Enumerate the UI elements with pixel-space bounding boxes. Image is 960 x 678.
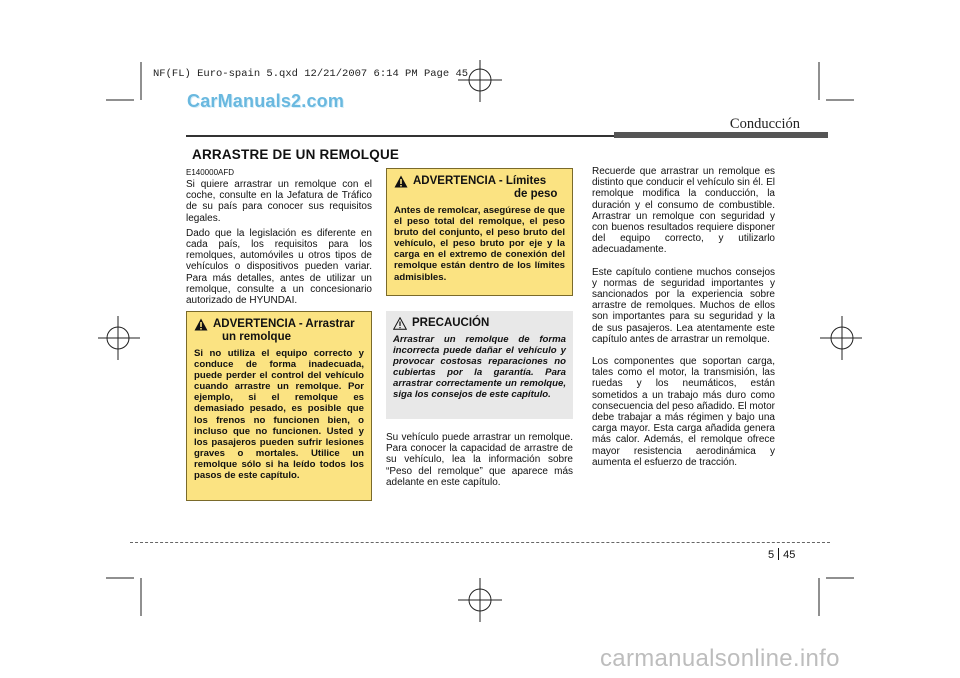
paragraph: Su vehículo puede arrastrar un remolque. Para conocer la capacidad de arrastre de su vehículo, lea la información sobre “Peso del remolque” que aparece más adelante en este capítulo.: [386, 432, 573, 488]
warning-tow-box: [186, 311, 372, 501]
warning-title-line: un remolque: [222, 331, 292, 343]
footer-divider: [130, 542, 830, 543]
caution-body: Arrastrar un remolque de forma incorrecta puede dañar el vehículo y provocar costosas reparaciones no cubiertas por la garantía. Para arrastrar correctamente un remolque, siga los consejos de este capítulo.: [393, 334, 566, 401]
page-number-separator: [778, 548, 779, 560]
warning-triangle-icon: [194, 318, 208, 331]
registration-target-left: [98, 316, 140, 360]
warning-weight-body: Antes de remolcar, asegúrese de que el peso total del remolque, el peso bruto del conjunto, el peso bruto del vehículo, el peso bruto por eje y la carga en el extremo de conexión del remolque están dentro de los límites admisibles.: [394, 205, 565, 283]
warning-title-line: ADVERTENCIA - Arrastrar: [213, 318, 355, 330]
page-number-value: 45: [783, 549, 796, 561]
paragraph: Recuerde que arrastrar un remolque es distinto que conducir el vehículo sin él. El remolque modifica la conducción, la duración y el consumo de combustible. Arrastrar un remolque con seguridad y con buenos resultados requiere disponer del equipo correcto, y utilizarlo adecuadamente.: [592, 166, 775, 256]
paragraph: Los componentes que soportan carga, tales como el motor, la transmisión, las ruedas y los neumáticos, están sometidos a un trabajo más duro como consecuencia del peso añadido. El motor debe trabajar a más régimen y bajo una carga mayor. Esta carga añadida genera más calor. Además, el remolque ofrece mayor resistencia aerodinámica y aumenta el esfuerzo de tracción.: [592, 356, 775, 468]
section-title: ARRASTRE DE UN REMOLQUE: [192, 147, 400, 162]
paragraph: Si quiere arrastrar un remolque con el coche, consulte en la Jefatura de Tráfico de su país para conocer sus requisitos legales.: [186, 179, 372, 224]
page-number: [768, 548, 795, 561]
warning-title-line: de peso: [514, 188, 558, 200]
warning-weight-box: [386, 168, 573, 296]
chapter-title: Conducción: [729, 116, 800, 132]
caution-title: PRECAUCIÓN: [412, 317, 490, 329]
column-3-text: [592, 166, 775, 472]
warning-title-line: ADVERTENCIA - Límites: [413, 175, 547, 187]
column-1-text: [186, 179, 372, 310]
registration-target-bottom: [458, 578, 502, 622]
registration-target-top: [458, 60, 502, 102]
watermark-top: CarManuals2.com: [187, 91, 345, 111]
warning-tow-title: [213, 318, 355, 344]
paragraph: Este capítulo contiene muchos consejos y normas de seguridad importantes y sancionados por la experiencia sobre arrastre de remolques. Muchos de ellos son importantes para su seguridad y la de sus pasajeros. Lea atentamente este capítulo antes de arrastrar un remolque.: [592, 266, 775, 345]
header-rule-accent: [614, 132, 828, 138]
caution-triangle-icon: [393, 317, 407, 330]
column-2-text: [386, 432, 573, 492]
header-rule: [186, 135, 614, 137]
warning-weight-title: [413, 175, 557, 201]
watermark-bottom: carmanualsonline.info: [600, 645, 840, 672]
paragraph: Dado que la legislación es diferente en cada país, los requisitos para los remolques, automóviles u otros tipos de vehículos o dispositivos pueden variar. Para más detalles, antes de utilizar un remolque, consulte a un concesionario autorizado de HYUNDAI.: [186, 227, 372, 307]
warning-triangle-icon: [394, 175, 408, 188]
section-code: E140000AFD: [186, 168, 235, 177]
print-slug: NF(FL) Euro-spain 5.qxd 12/21/2007 6:14 PM Page 45: [153, 68, 469, 80]
warning-tow-body: Si no utiliza el equipo correcto y conduce de forma inadecuada, puede perder el control del vehículo cuando arrastre un remolque. Por ejemplo, si el remolque es demasiado pesado, es posible que los frenos no funcionen bien, o incluso que no funcionen. Usted y los pasajeros pueden sufrir lesiones graves o mortales. Utilice un remolque sólo si ha leído todos los pasos de este capítulo.: [194, 348, 364, 482]
chapter-number: 5: [768, 549, 775, 561]
registration-target-right: [820, 316, 862, 360]
caution-box: [386, 311, 573, 419]
